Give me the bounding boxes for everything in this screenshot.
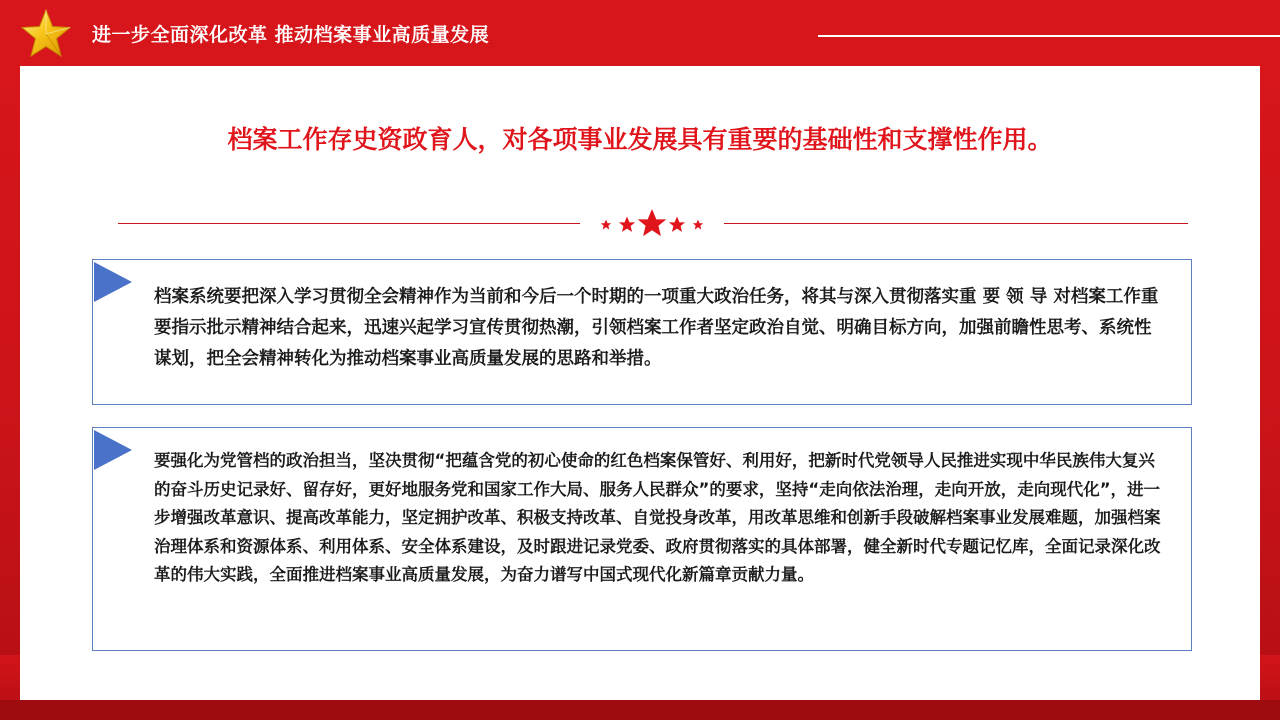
five-stars-icon [596, 208, 708, 242]
blue-triangle-icon [94, 262, 132, 302]
content-card [92, 427, 1192, 651]
divider-line-right [724, 223, 1188, 224]
content-card [92, 259, 1192, 405]
card-text: 要强化为党管档的政治担当，坚决贯彻“把蕴含党的初心使命的红色档案保管好、利用好，把新时代党领导人民推进实现中华民族伟大复兴的奋斗历史记录好、留存好，更好地服务党和国家工作大局、服务人民群众”的要求，坚持“走向依法治理，走向开放，走向现代化”，进一步增强改革意识、提高改革能力，坚定拥护改革、积极支持改革、自觉投身改革，用改革思维和创新手段破解档案事业发展难题，加强档案治理体系和资源体系、利用体系、安全体系建设，及时跟进记录党委、政府贯彻落实的具体部署，健全新时代专题记忆库，全面记录深化改革的伟大实践，全面推进档案事业高质量发展，为奋力谱写中国式现代化新篇章贡献力量。 [154, 451, 1161, 584]
card-text: 档案系统要把深入学习贯彻全会精神作为当前和今后一个时期的一项重大政治任务，将其与深入贯彻落实重 要 领 导 对档案工作重要指示批示精神结合起来，迅速兴起学习宣传贯彻热潮，引领档案工作者坚定政治自觉、明确目标方向，加强前瞻性思考、系统性谋划，把全会精神转化为推动档案事业高质量发展的思路和举措。 [154, 287, 1159, 369]
header-divider-line [818, 35, 1280, 37]
bottom-decoration-strip [0, 700, 1280, 720]
page-title: 进一步全面深化改革 推动档案事业高质量发展 [92, 24, 490, 46]
gold-star-icon [20, 8, 72, 60]
blue-triangle-icon [94, 430, 132, 470]
divider-line-left [118, 223, 580, 224]
content-panel [20, 66, 1260, 700]
headline: 档案工作存史资政育人，对各项事业发展具有重要的基础性和支撑性作用。 [227, 125, 1053, 154]
header-bar [0, 0, 1280, 66]
